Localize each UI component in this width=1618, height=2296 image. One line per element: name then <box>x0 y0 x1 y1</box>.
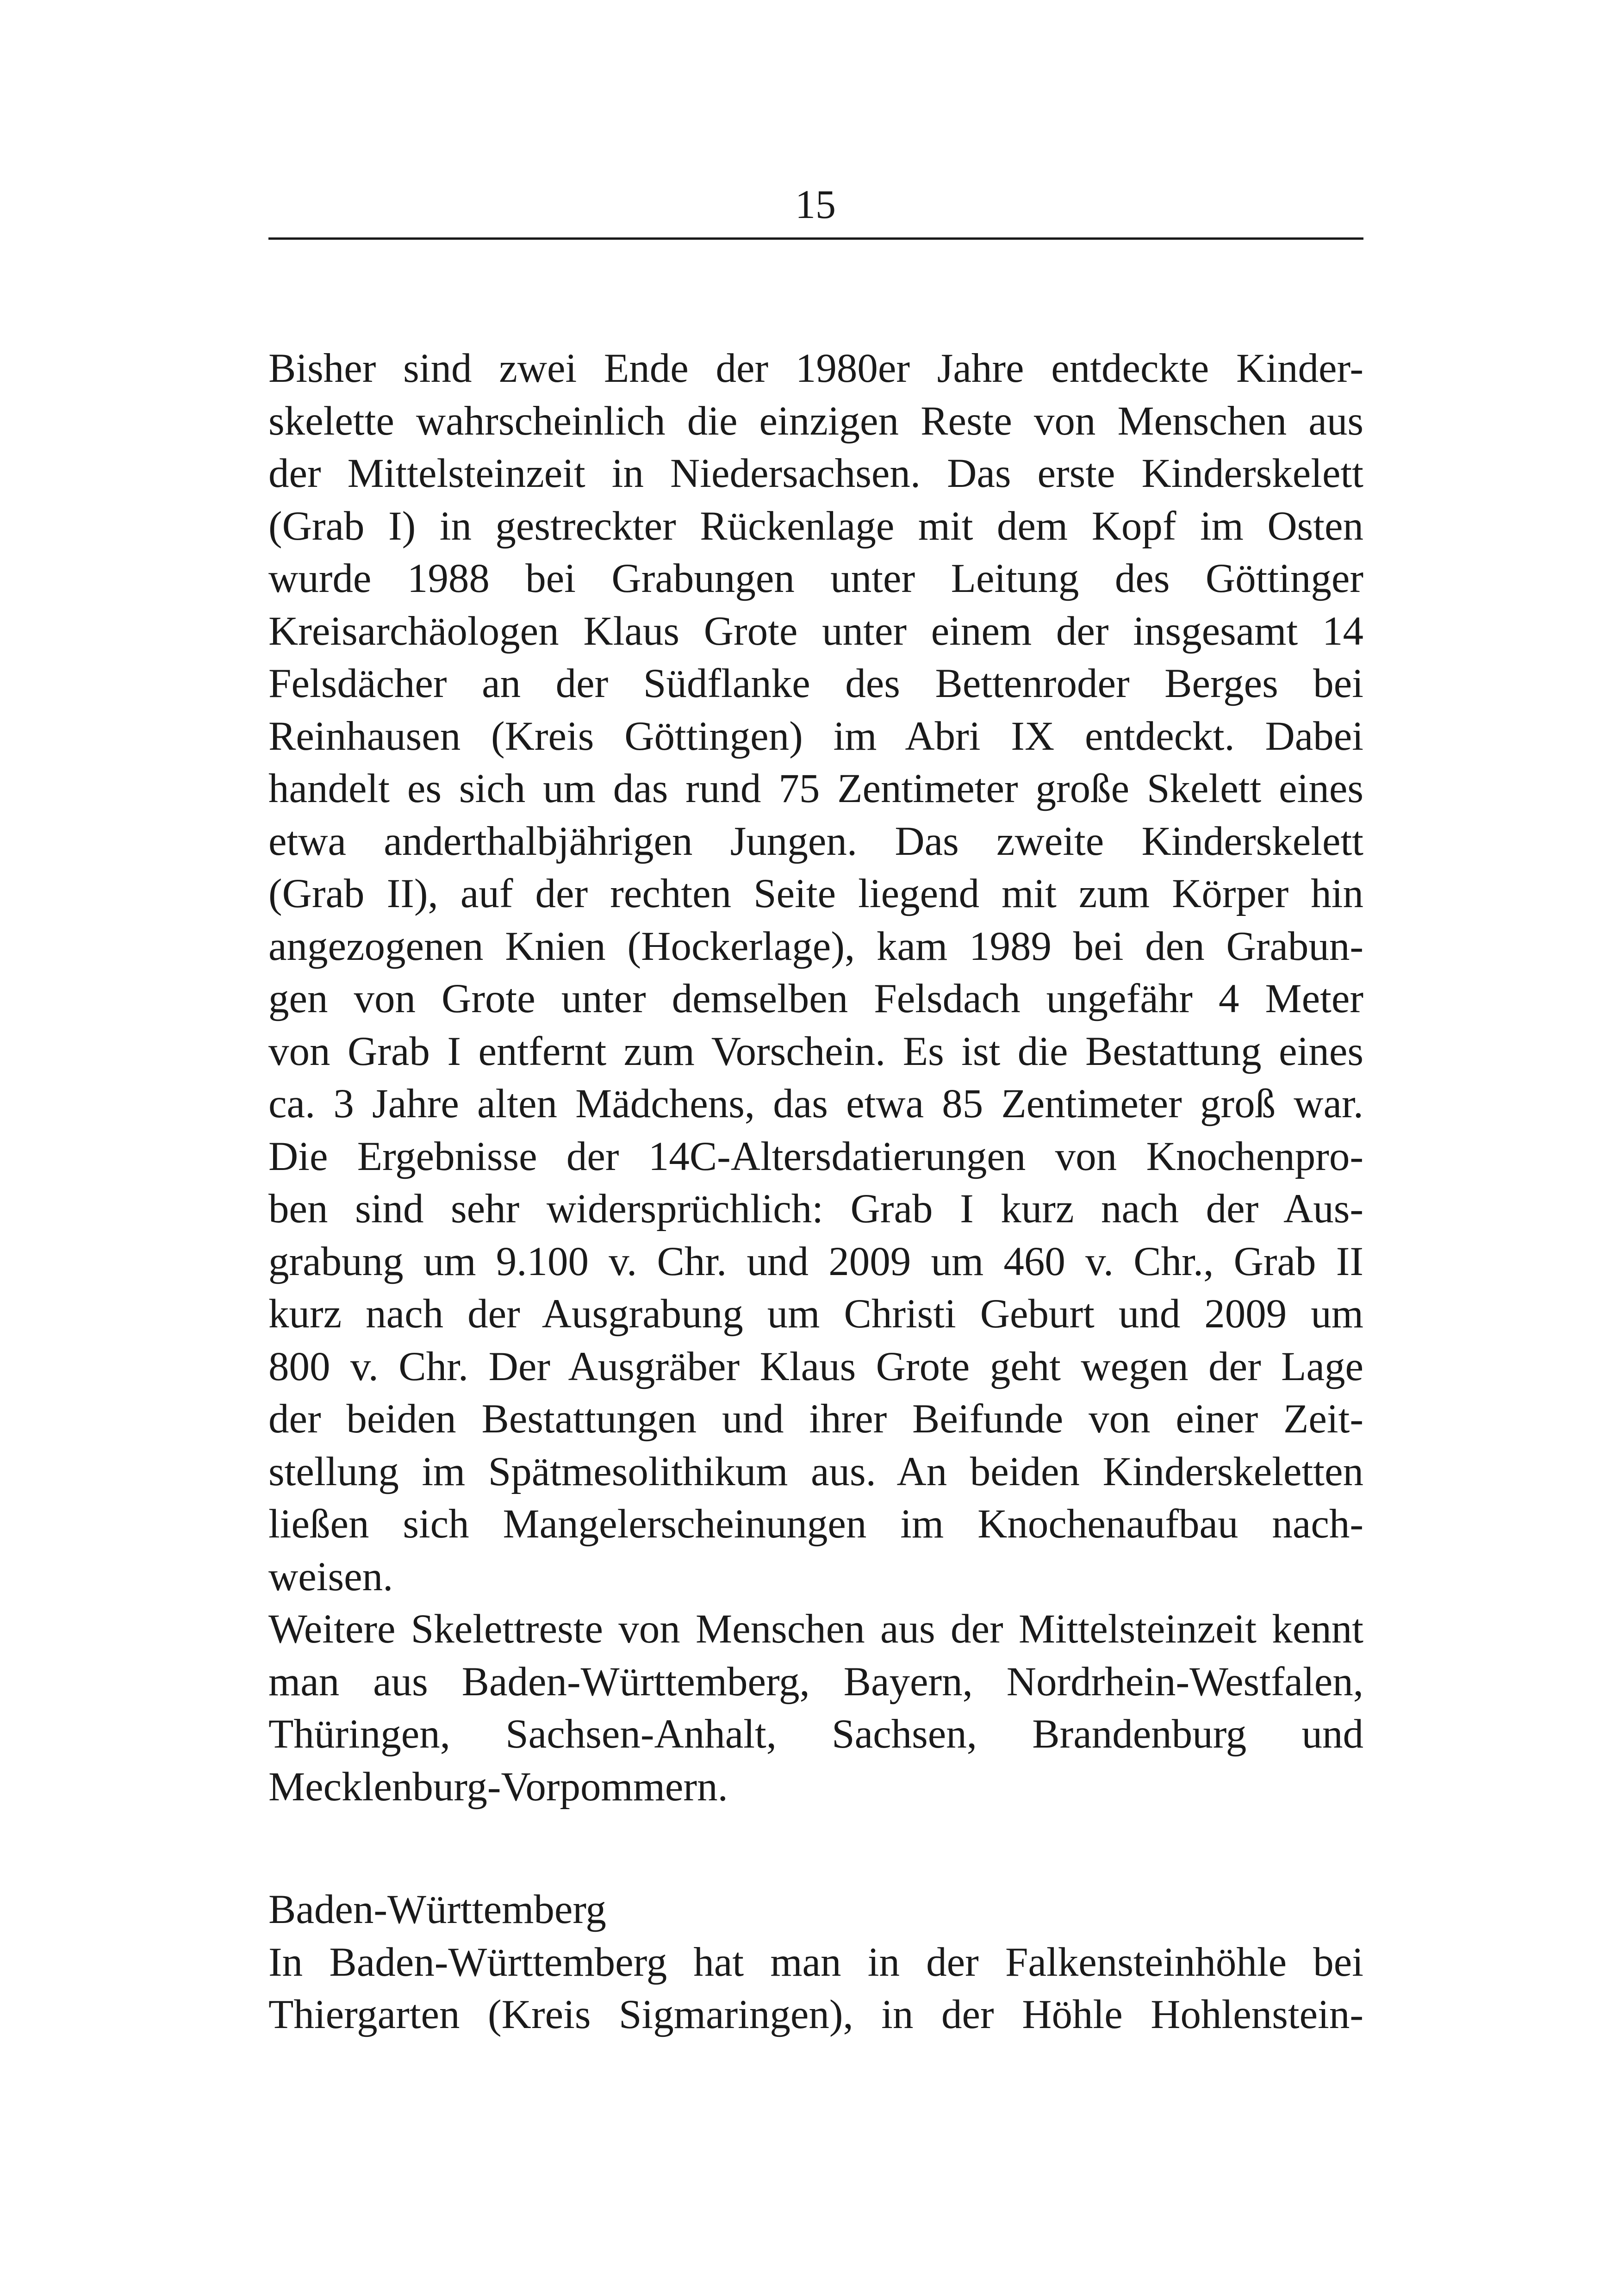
page-number: 15 <box>795 182 836 227</box>
section-baden-wuerttemberg <box>268 1884 1363 2041</box>
header-rule <box>268 237 1363 240</box>
text-line: Thüringen, Sachsen-Anhalt, Sachsen, Brandenburg und <box>268 1711 1363 1757</box>
text-line: Reinhausen (Kreis Göttingen) im Abri IX entdeckt. Dabei <box>268 713 1363 759</box>
text-line: Felsdächer an der Südflanke des Bettenroder Berges bei <box>268 661 1363 706</box>
text-line: stellung im Spätmesolithikum aus. An beiden Kinderskeletten <box>268 1449 1363 1494</box>
text-line: etwa anderthalbjährigen Jungen. Das zweite Kinderskelett <box>268 818 1363 864</box>
text-line: kurz nach der Ausgrabung um Christi Geburt und 2009 um <box>268 1291 1363 1337</box>
text-line: (Grab I) in gestreckter Rückenlage mit dem Kopf im Osten <box>268 503 1363 549</box>
text-line: ben sind sehr widersprüchlich: Grab I kurz nach der Aus- <box>268 1186 1363 1232</box>
text-line: Mecklenburg-Vorpommern. <box>268 1764 728 1810</box>
text-line: ließen sich Mangelerscheinungen im Knochenaufbau nach- <box>268 1501 1363 1547</box>
section-heading: Baden-Württemberg <box>268 1887 606 1932</box>
text-line: Bisher sind zwei Ende der 1980er Jahre entdeckte Kinder- <box>268 346 1363 391</box>
text-line: weisen. <box>268 1554 393 1599</box>
text-line: Kreisarchäologen Klaus Grote unter einem der insgesamt 14 <box>268 608 1363 654</box>
text-line: grabung um 9.100 v. Chr. und 2009 um 460 v. Chr., Grab II <box>268 1238 1363 1284</box>
text-line: angezogenen Knien (Hockerlage), kam 1989 bei den Grabun- <box>268 923 1363 969</box>
text-line: man aus Baden-Württemberg, Bayern, Nordrhein-Westfalen, <box>268 1659 1363 1705</box>
text-line: der Mittelsteinzeit in Niedersachsen. Das erste Kinderskelett <box>268 451 1363 496</box>
text-line: von Grab I entfernt zum Vorschein. Es ist die Bestattung eines <box>268 1028 1363 1074</box>
text-line: In Baden-Württemberg hat man in der Falkensteinhöhle bei <box>268 1939 1363 1985</box>
text-line: ca. 3 Jahre alten Mädchens, das etwa 85 Zentimeter groß war. <box>268 1081 1363 1126</box>
text-line: skelette wahrscheinlich die einzigen Reste von Menschen aus <box>268 398 1363 444</box>
text-line: Weitere Skelettreste von Menschen aus der Mittelsteinzeit kennt <box>268 1606 1363 1652</box>
text-line: Die Ergebnisse der 14C-Altersdatierungen von Knochenpro- <box>268 1133 1363 1179</box>
text-line: der beiden Bestattungen und ihrer Beifunde von einer Zeit- <box>268 1396 1363 1442</box>
text-line: wurde 1988 bei Grabungen unter Leitung des Göttinger <box>268 556 1363 601</box>
text-line: (Grab II), auf der rechten Seite liegend mit zum Körper hin <box>268 871 1363 916</box>
text-line: gen von Grote unter demselben Felsdach ungefähr 4 Meter <box>268 976 1363 1021</box>
text-line: handelt es sich um das rund 75 Zentimeter große Skelett eines <box>268 766 1363 811</box>
text-line: Thiergarten (Kreis Sigmaringen), in der Höhle Hohlenstein- <box>268 1992 1363 2037</box>
text-line: 800 v. Chr. Der Ausgräber Klaus Grote geht wegen der Lage <box>268 1344 1363 1389</box>
paragraph-main <box>268 342 1363 1813</box>
